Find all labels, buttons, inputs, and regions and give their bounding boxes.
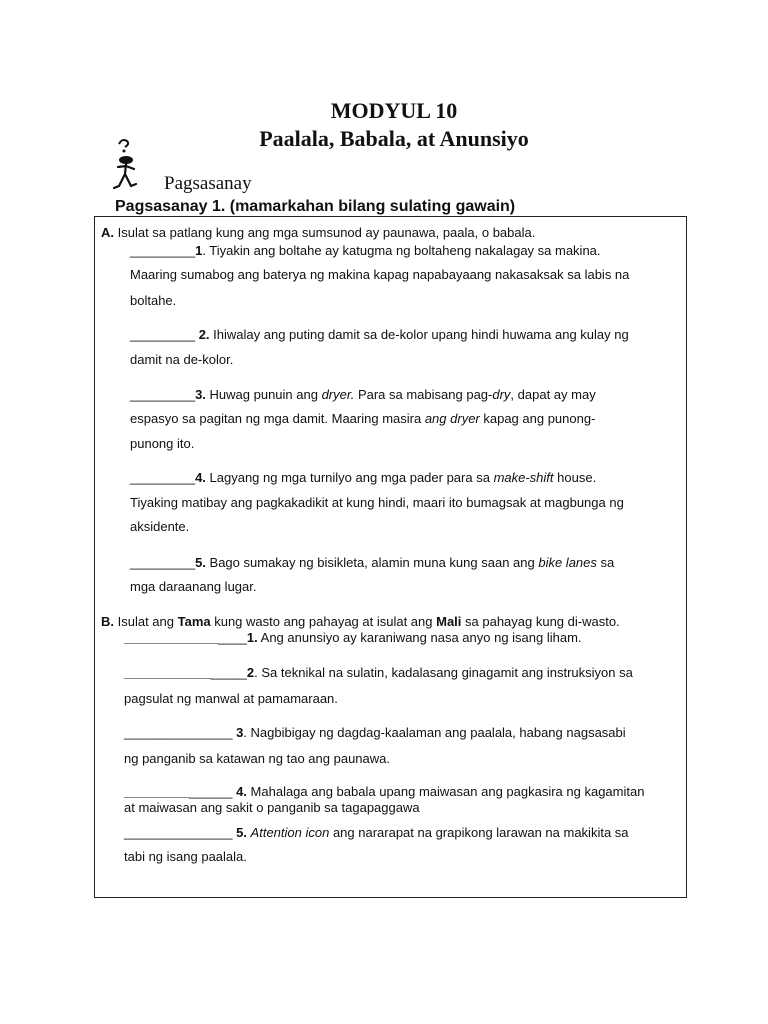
question-a1-line1: _________1. Tiyakin ang boltahe ay katugma ng boltaheng nakalagay sa makina. — [130, 243, 601, 258]
answer-blank[interactable]: _________ — [124, 784, 190, 799]
question-b5-line2: tabi ng isang paalala. — [124, 849, 247, 864]
question-b2-line2: pagsulat ng manwal at pamamaraan. — [124, 691, 338, 706]
module-title: MODYUL 10 — [330, 98, 458, 123]
question-a5-line1: _________5. Bago sumakay ng bisikleta, alamin muna kung saan ang bike lanes sa — [130, 555, 615, 570]
answer-blank[interactable]: _________ — [130, 555, 196, 570]
module-subtitle: Paalala, Babala, at Anunsiyo — [259, 126, 529, 151]
question-a1-line3: boltahe. — [130, 293, 177, 308]
answer-blank[interactable]: _______________ — [124, 725, 233, 740]
part-a-instruction: A. Isulat sa patlang kung ang mga sumsunod ay paunawa, paala, o babala. — [101, 225, 536, 240]
question-b5-line1: _______________ 5. Attention icon ang nararapat na grapikong larawan na makikita sa — [124, 825, 629, 840]
question-a3-line1: _________3. Huwag punuin ang dryer. Para sa mabisang pag-dry, dapat ay may — [130, 387, 596, 402]
answer-blank[interactable]: _______________ — [124, 825, 233, 840]
part-b-instruction: B. Isulat ang Tama kung wasto ang pahayag at isulat ang Mali sa pahayag kung di-wasto. — [101, 614, 620, 629]
exercise-title: Pagsasanay 1. (mamarkahan bilang sulating gawain) — [115, 198, 516, 215]
question-a4-line2: Tiyaking matibay ang pagkakadikit at kung hindi, maari ito bumagsak at magbunga ng — [130, 495, 624, 510]
question-b3-line1: _______________ 3. Nagbibigay ng dagdag-kaalaman ang paalala, habang nagsasabi — [124, 725, 626, 740]
question-a5-line2: mga daraanang lugar. — [130, 579, 257, 594]
answer-blank[interactable]: _________ — [130, 387, 196, 402]
question-a4-line3: aksidente. — [130, 519, 190, 534]
answer-blank[interactable]: ____________ — [124, 665, 211, 680]
section-heading: Pagsasanay — [164, 173, 252, 194]
question-a2-line2: damit na de-kolor. — [130, 352, 234, 367]
question-a3-line2: espasyo sa pagitan ng mga damit. Maaring masira ang dryer kapag ang punong- — [130, 411, 596, 426]
answer-blank[interactable]: _________ — [130, 327, 196, 342]
question-a4-line1: _________4. Lagyang ng mga turnilyo ang mga pader para sa make-shift house. — [130, 470, 597, 485]
question-a2-line1: _________ 2. Ihiwalay ang puting damit sa de-kolor upang hindi huwama ang kulay ng — [130, 327, 629, 342]
question-b4-line2: at maiwasan ang sakit o panganib sa tagapaggawa — [124, 800, 420, 815]
answer-blank[interactable]: _________ — [130, 470, 196, 485]
question-b2-line1: _________________2. Sa teknikal na sulatin, kadalasang ginagamit ang instruksiyon sa — [124, 665, 633, 680]
question-b3-line2: ng panganib sa katawan ng tao ang paunawa. — [124, 751, 390, 766]
question-a3-line3: punong ito. — [130, 436, 195, 451]
question-b4-line1: _______________ 4. Mahalaga ang babala upang maiwasan ang pagkasira ng kagamitan — [124, 784, 645, 799]
answer-blank[interactable]: _____________ — [124, 630, 218, 645]
answer-blank[interactable]: _________ — [130, 243, 196, 258]
question-a1-line2: Maaring sumabog ang baterya ng makina kapag napabayaang nakasaksak sa labis na — [130, 267, 630, 282]
question-b1: _________________1. Ang anunsiyo ay karaniwang nasa anyo ng isang liham. — [124, 630, 582, 645]
thinking-figure-icon — [110, 136, 144, 192]
